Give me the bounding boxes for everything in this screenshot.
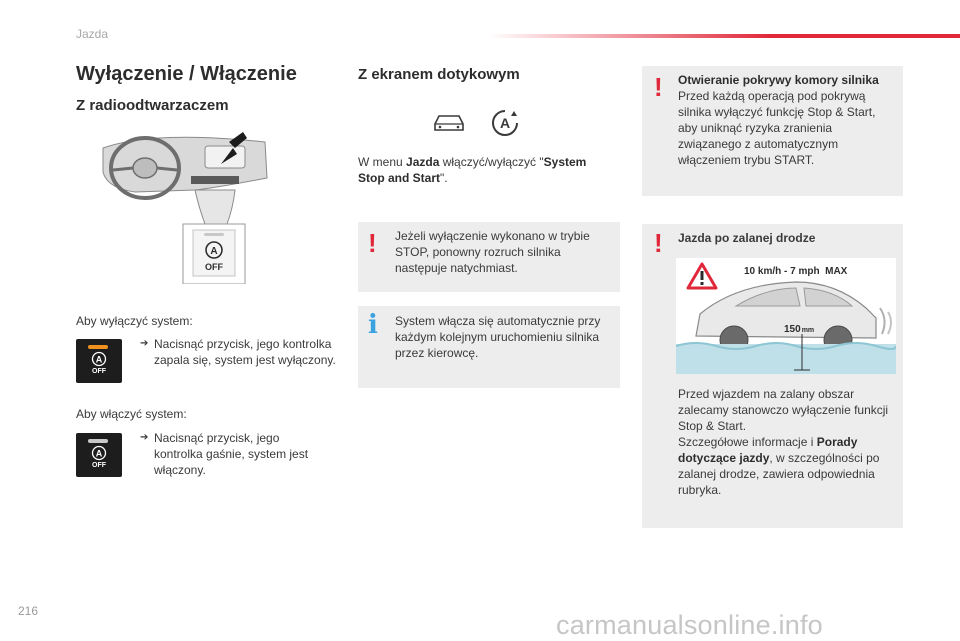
flood-advice [678, 386, 900, 498]
bonnet-title: Otwieranie pokrywy komory silnika [678, 73, 879, 87]
warning-bonnet-box [642, 66, 903, 196]
warning-stop-mode-box [358, 222, 620, 292]
warning-icon: ! [654, 228, 663, 258]
header-accent-bar [488, 34, 960, 38]
touchscreen-title: Z ekranem dotykowym [358, 66, 520, 83]
flood-depth-value [784, 324, 814, 335]
page-number: 216 [18, 604, 39, 618]
off-label: OFF [92, 368, 106, 375]
menu-text-end: ". [440, 171, 448, 185]
warning-flood-box [642, 224, 903, 528]
indicator-led-unlit [88, 439, 108, 443]
bullet-arrow-icon: ➔ [140, 432, 149, 443]
info-auto-enable-text: System włącza się automatycznie przy każdym kolejnym uruchomieniu silnika przez kierowcę. [395, 314, 601, 360]
warning-icon: ! [368, 228, 377, 258]
warning-icon: ! [654, 72, 663, 102]
svg-text:A: A [499, 115, 511, 131]
driving-advice-link-text: Porady dotyczące jazdy [678, 435, 858, 465]
svg-text:A: A [210, 246, 218, 257]
disable-intro: Aby wyłączyć system: [76, 314, 193, 328]
flood-text-2-suffix: , w szczególności po zalanej drodze, zawiera odpowiednia rubryka. [678, 451, 880, 497]
flood-illustration [676, 258, 896, 374]
stop-start-off-button-on [76, 339, 122, 383]
stop-start-off-button-off [76, 433, 122, 477]
page-title: Wyłączenie / Włączenie [76, 63, 297, 85]
driving-menu-icon [432, 112, 466, 134]
disable-bullet-text: Nacisnąć przycisk, jego kontrolka zapala się, system jest wyłączony. [154, 337, 336, 367]
menu-text-prefix: W menu [358, 155, 407, 169]
indicator-led-lit [88, 345, 108, 349]
flood-depth-unit: mm [801, 327, 815, 334]
watermark: carmanualsonline.info [556, 610, 823, 640]
info-icon: i [368, 310, 378, 340]
enable-bullet [140, 430, 340, 478]
auto-stop-icon [91, 351, 107, 367]
bonnet-text: Przed każdą operacją pod pokrywą silnika wyłączyć funkcję Stop & Start, aby uniknąć ryzyka zranienia związanego z automatycznym włączeniem trybu START. [678, 89, 876, 167]
menu-system-label: System Stop and Start [358, 155, 587, 185]
radio-subtitle: Z radioodtwarzaczem [76, 97, 229, 114]
flood-text-1: Przed wjazdem na zalany obszar zalecamy stanowczo wyłączenie funkcji Stop & Start. [678, 387, 889, 433]
warning-stop-mode-text: Jeżeli wyłączenie wykonano w trybie STOP, ponowny rozruch silnika następuje natychmiast. [395, 229, 590, 275]
svg-text:A: A [95, 354, 103, 365]
bullet-arrow-icon: ➔ [140, 338, 149, 349]
auto-stop-icon [91, 445, 107, 461]
dashboard-illustration [95, 128, 275, 284]
bonnet-block [678, 72, 898, 168]
disable-bullet [140, 336, 340, 368]
svg-text:A: A [95, 448, 103, 459]
dashboard-drawing [95, 128, 275, 284]
enable-intro: Aby włączyć system: [76, 407, 187, 421]
section-header: Jazda [76, 27, 109, 41]
menu-driving-label: Jazda [406, 155, 440, 169]
info-auto-enable-box [358, 306, 620, 388]
off-label: OFF [92, 462, 106, 469]
flood-speed-limit: 10 km/h - 7 mph MAX [744, 266, 848, 277]
stop-start-icon [490, 108, 520, 138]
illustration-off-label: OFF [205, 262, 223, 272]
menu-text-mid: włączyć/wyłączyć " [439, 155, 544, 169]
menu-instruction [358, 154, 608, 186]
flood-text-2-prefix: Szczegółowe informacje i [678, 435, 817, 449]
enable-bullet-text: Nacisnąć przycisk, jego kontrolka gaśnie, system jest włączony. [154, 431, 309, 477]
flood-depth-number: 150 [784, 324, 801, 335]
flood-title: Jazda po zalanej drodze [678, 231, 816, 245]
